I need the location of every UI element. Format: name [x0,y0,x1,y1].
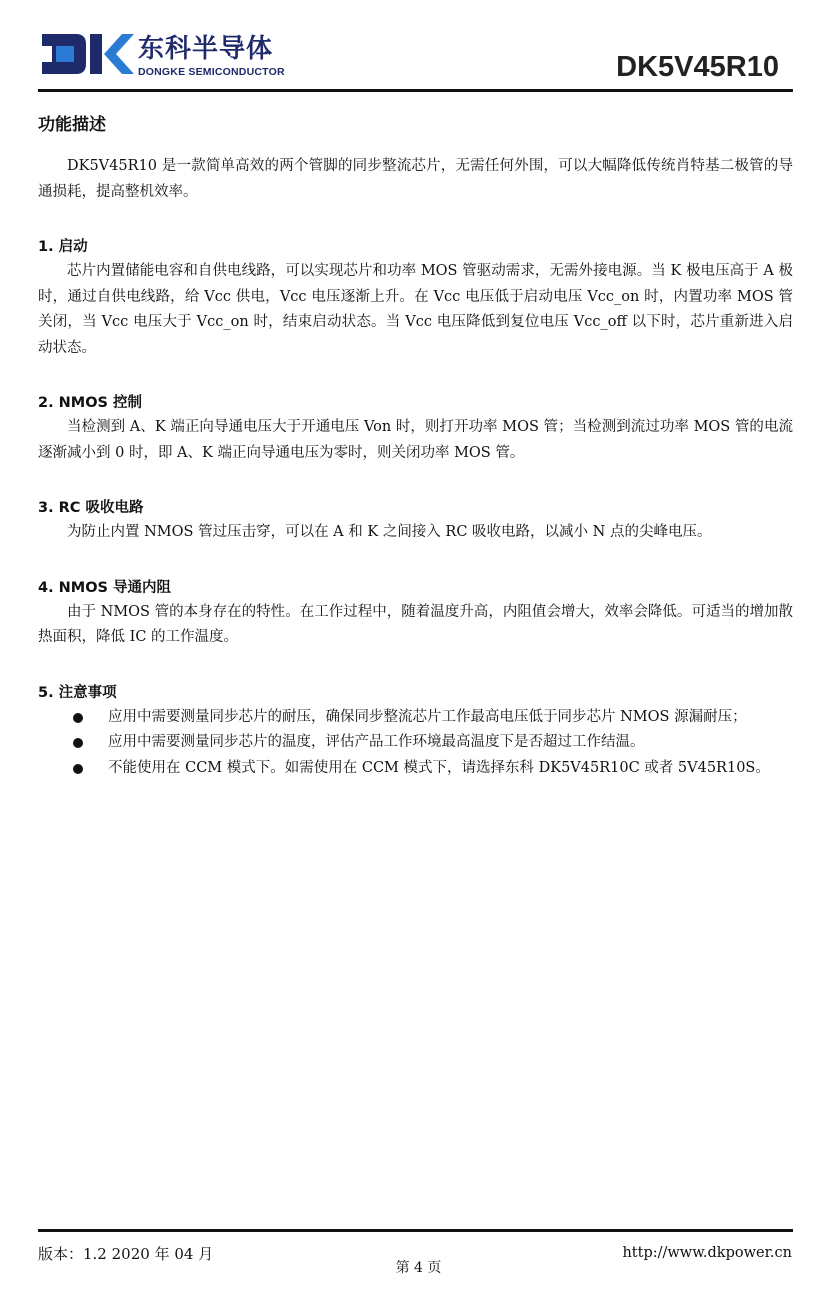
item-nmos-control [38,391,793,466]
item-title: 5. 注意事项 [38,684,117,701]
list-item: 应用中需要测量同步芯片的温度，评估产品工作环境最高温度下是否超过工作结温。 [38,730,793,756]
dk-logo-mark-icon [42,34,134,74]
item-body: 当检测到 A、K 端正向导通电压大于开通电压 Von 时，则打开功率 MOS 管；当检测到流过功率 MOS 管的电流逐渐减小到 0 时，即 A、K 端正向导通电压为零时，则关闭功率 MOS 管。 [38,419,793,461]
item-body: 由于 NMOS 管的本身存在的特性。在工作过程中，随着温度升高，内阻值会增大，效率会降低。可适当的增加散热面积，降低 IC 的工作温度。 [38,603,793,645]
intro-paragraph: DK5V45R10 是一款简单高效的两个管脚的同步整流芯片，无需任何外围，可以大幅降低传统肖特基二极管的导通损耗，提高整机效率。 [38,158,793,200]
main-content [38,112,793,781]
bullet-icon [73,713,83,723]
footer-page-number: 第 4 页 [395,1260,442,1276]
list-item: 不能使用在 CCM 模式下。如需使用在 CCM 模式下，请选择东科 DK5V45R10C 或者 5V45R10S。 [38,756,793,782]
item-nmos-rdson [38,576,793,651]
company-logo [42,34,292,78]
section-title: 功能描述 [38,115,106,135]
bullet-icon [73,764,83,774]
footer-version: 版本：1.2 2020 年 04 月 [38,1245,214,1263]
item-title: 4. NMOS 导通内阻 [38,579,172,596]
bullet-icon [73,738,83,748]
item-title: 1. 启动 [38,239,88,255]
list-item: 应用中需要测量同步芯片的耐压，确保同步整流芯片工作最高电压低于同步芯片 NMOS 源漏耐压； [38,705,793,731]
item-body: 为防止内置 NMOS 管过压击穿，可以在 A 和 K 之间接入 RC 吸收电路，以减小 N 点的尖峰电压。 [67,524,712,540]
footer-url[interactable]: http://www.dkpower.cn [622,1245,792,1261]
item-title: 2. NMOS 控制 [38,395,143,411]
item-rc-snubber [38,496,793,546]
part-number: DK5V45R10 [616,51,779,83]
item-title: 3. RC 吸收电路 [38,500,144,516]
item-body: 芯片内置储能电容和自供电线路，可以实现芯片和功率 MOS 管驱动需求，无需外接电源。当 K 极电压高于 A 极时，通过自供电线路，给 Vcc 供电，Vcc 电压逐渐上升。在 Vcc 电压低于启动电压 Vcc_on 时，内置功率 MOS 管关闭，当 Vcc 电压大于 Vcc_on 时，结束启动状态。当 Vcc 电压降低到复位电压 Vcc_off 以下时，芯片重新进入启动状态。 [38,263,793,356]
footer-divider [38,1229,793,1232]
header-divider [38,89,793,92]
item-startup [38,235,793,361]
item-notes [38,681,793,782]
company-name-en: DONGKE SEMICONDUCTOR [138,66,285,78]
company-name-cn: 东科半导体 [138,34,274,64]
page-header [38,30,793,92]
notes-list [38,705,793,782]
